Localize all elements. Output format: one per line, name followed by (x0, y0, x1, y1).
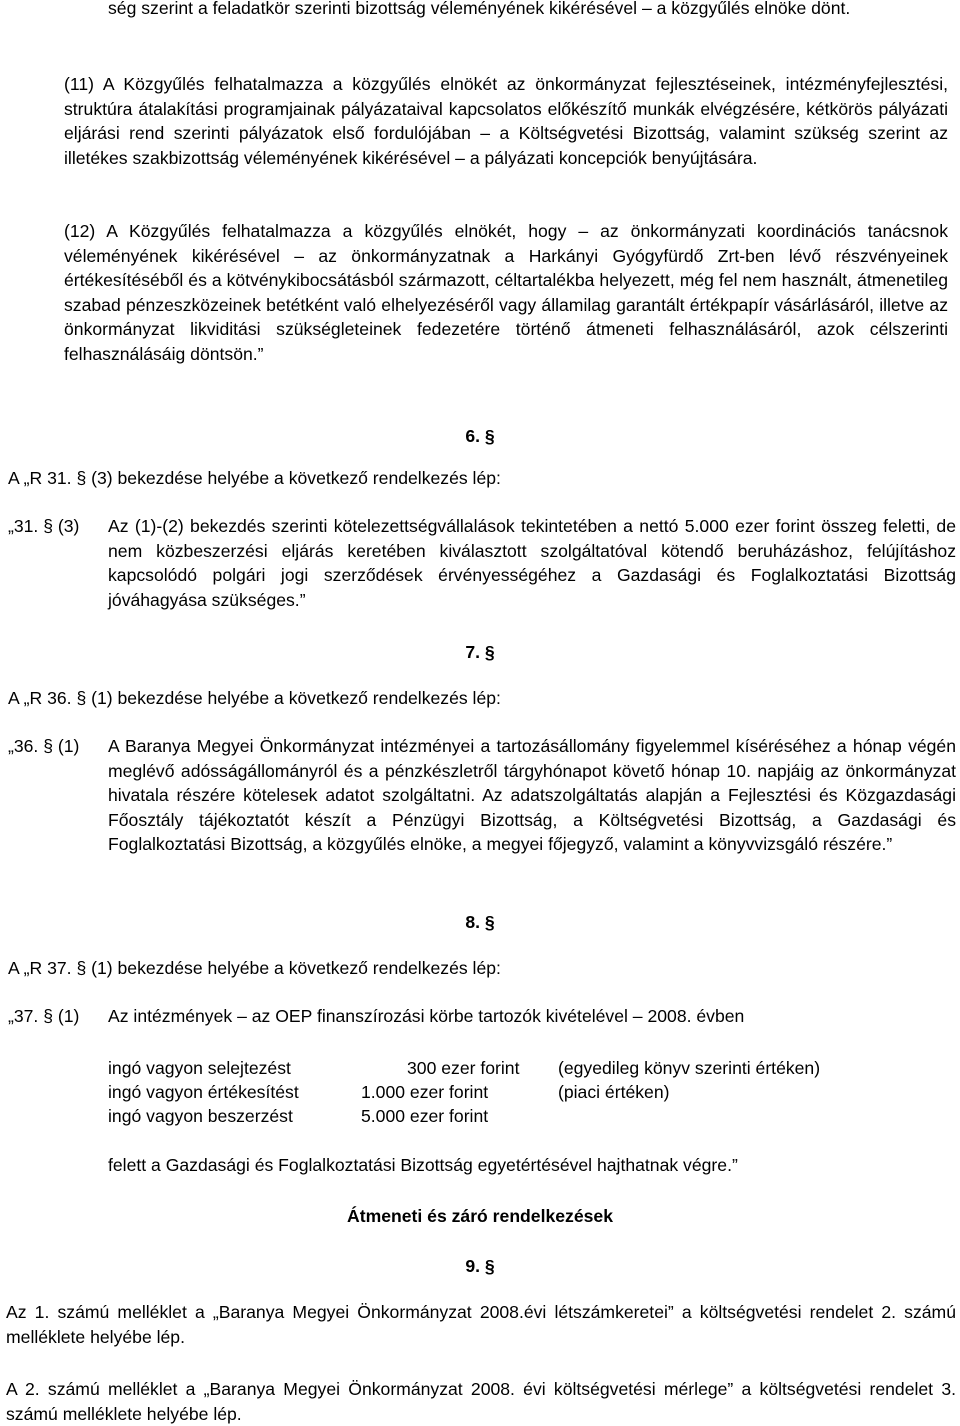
asset-amount: 5.000 ezer forint (361, 1106, 489, 1126)
asset-label: ingó vagyon selejtezést (108, 1058, 291, 1078)
section-8-heading: 8. § (465, 912, 495, 932)
asset-label: ingó vagyon beszerzést (108, 1106, 293, 1126)
section-8-number: „37. § (1) (8, 1006, 80, 1026)
section-9-paragraph-2: A 2. számú melléklet a „Baranya Megyei Önkormányzat 2008. évi költségvetési mérlege” a költségvetési rendelet 3. számú melléklete helyébe lép. (6, 1379, 956, 1424)
asset-amount: 300 ezer forint (407, 1058, 520, 1078)
section-7-intro: A „R 36. § (1) bekezdése helyébe a következő rendelkezés lép: (8, 688, 501, 708)
section-6-number: „31. § (3) (8, 516, 80, 536)
paragraph-12: (12) A Közgyűlés felhatalmazza a közgyűlés elnökét, hogy – az önkormányzati koordinációs tanácsnok véleményének kikérésével – az önkormányzatnak a Harkányi Gyógyfürdő Zrt-ben lévő részvényeinek értékesítéséből és a kötvénykibocsátásból származott, céltartalékba helyezett, még fel nem használt, átmenetileg szabad pénzeszközeinek betétként való elhelyezéséről vagy államilag garantált értékpapír vásárlásáról, illetve az önkormányzat likviditási szükségleteinek fedezetére történő átmeneti felhasználásáról, azok célszerinti felhasználásáig döntsön.” (64, 221, 948, 364)
section-7-heading: 7. § (465, 642, 495, 662)
section-7-number: „36. § (1) (8, 736, 80, 756)
section-6-text: Az (1)-(2) bekezdés szerinti kötelezettségvállalások tekintetében a nettó 5.000 ezer forint összeg feletti, de nem közbeszerzési eljárás keretében kiválasztott szolgáltatóval kötendő beruházáshoz, felújításhoz kapcsolódó polgári jogi szerződések érvényességéhez a Gazdasági és Foglalkoztatási Bizottság jóváhagyása szükséges.” (108, 516, 956, 610)
section-7-text: A Baranya Megyei Önkormányzat intézményei a tartozásállomány figyelemmel kíséréséhez a hónap végén meglévő adósságállományról és a pénzkészletről tárgyhónapot követő hónap 10. napjáig az önkormányzat hivatala részére kötelesek adatot szolgáltatni. Az adatszolgáltatás alapján a Fejlesztési és Közgazdasági Főosztály tájékoztatót készít a Pénzügyi Bizottság, a Költségvetési Bizottság, a Gazdasági és Foglalkoztatási Bizottság, a közgyűlés elnöke, a megyei főjegyző, valamint a könyvvizsgáló részére.” (108, 736, 956, 855)
transitional-heading: Átmeneti és záró rendelkezések (347, 1206, 613, 1226)
section-8-intro: A „R 37. § (1) bekezdése helyébe a következő rendelkezés lép: (8, 958, 501, 978)
paragraph-11: (11) A Közgyűlés felhatalmazza a közgyűlés elnökét az önkormányzat fejlesztéseinek, intézményfejlesztési, struktúra átalakítási programjainak pályázataival kapcsolatos előkészítő munkák elvégzésére, kétkörös pályázati eljárási rend szerinti pályázatok első fordulójában – a Költségvetési Bizottság, valamint szükség szerint az illetékes szakbizottság véleményének kikérésével – a pályázati koncepciók benyújtására. (64, 74, 948, 168)
section-9-paragraph-1: Az 1. számú melléklet a „Baranya Megyei Önkormányzat 2008.évi létszámkeretei” a költségvetési rendelet 2. számú melléklete helyébe lép. (6, 1302, 956, 1347)
asset-label: ingó vagyon értékesítést (108, 1082, 299, 1102)
section-6-heading: 6. § (465, 426, 495, 446)
section-8-text: Az intézmények – az OEP finanszírozási körbe tartozók kivételével – 2008. évben (108, 1006, 745, 1026)
section-9-heading: 9. § (465, 1256, 495, 1276)
section-6-intro: A „R 31. § (3) bekezdése helyébe a következő rendelkezés lép: (8, 468, 501, 488)
paragraph-continuation: ség szerint a feladatkör szerinti bizottság véleményének kikérésével – a közgyűlés elnöke dönt. (108, 0, 851, 18)
asset-note: (egyedileg könyv szerinti értéken) (558, 1058, 821, 1078)
section-8-after: felett a Gazdasági és Foglalkoztatási Bizottság egyetértésével hajthatnak végre.” (108, 1155, 738, 1175)
asset-amount: 1.000 ezer forint (361, 1082, 489, 1102)
asset-note: (piaci értéken) (558, 1082, 670, 1102)
